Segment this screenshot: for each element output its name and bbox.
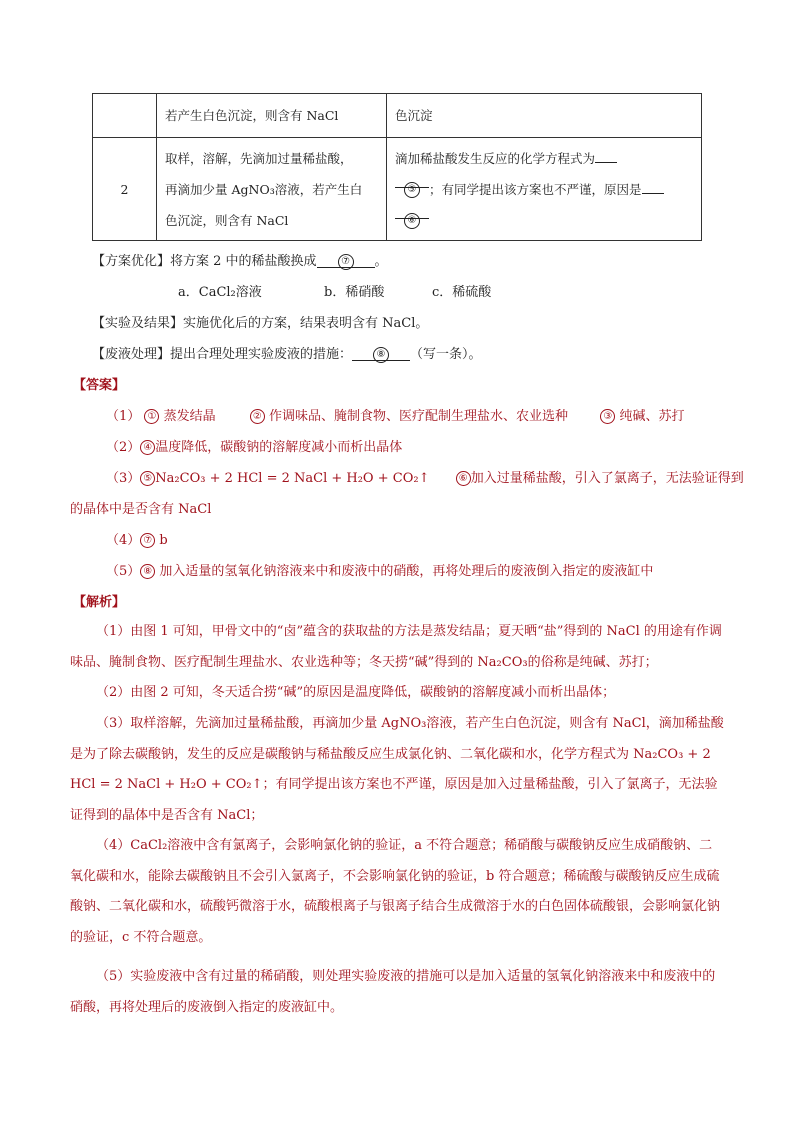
answer-4 [106, 529, 168, 548]
circled-number-7: ⑦ [140, 533, 155, 548]
answer-blank-7 [317, 254, 375, 268]
waste-line [92, 343, 482, 362]
optimize-end: 。 [374, 254, 388, 269]
answer-blank-5 [395, 174, 429, 195]
table-cell-method: 若产生白色沉淀，则含有 NaCl [157, 94, 387, 138]
option-list [178, 281, 491, 300]
circled-number-4: ④ [140, 440, 155, 455]
answer-blank [642, 180, 664, 194]
circled-number-5: ⑤ [404, 182, 420, 198]
experiment-table [92, 93, 702, 241]
answer-blank-8 [352, 347, 410, 361]
method-line: 再滴加少量 AgNO₃溶液，若产生白 [165, 181, 363, 197]
waste-label: 【废液处理】提出合理处理实验废液的措施： [92, 347, 353, 362]
option-c: c．稀硫酸 [432, 285, 492, 300]
method-line: 取样，溶解，先滴加过量稀盐酸， [165, 150, 353, 166]
answer-5 [106, 560, 653, 579]
chemical-equation: Na₂CO₃ + 2 HCl = 2 NaCl + H₂O + CO₂↑ [155, 471, 430, 486]
answer-text: 作调味品、腌制食物、医疗配制生理盐水、农业选种 [269, 409, 569, 424]
answer-text: b [159, 533, 168, 548]
optimize-label: 【方案优化】将方案 2 中的稀盐酸换成 [92, 254, 317, 269]
evaluation-line-1 [395, 143, 693, 174]
circled-number-8: ⑧ [373, 347, 389, 363]
result-line: 【实验及结果】实施优化后的方案，结果表明含有 NaCl。 [92, 316, 429, 331]
analysis-paragraph-5: （5）实验废液中含有过量的稀硝酸，则处理实验废液的措施可以是加入适量的氢氧化钠溶液来中和废液中的硝酸，再将处理后的废液倒入指定的废液缸中。 [70, 969, 716, 1015]
evaluation-text: ；有同学提出该方案也不严谨，原因是 [429, 181, 642, 197]
waste-end: （写一条）。 [410, 347, 482, 362]
table-cell-evaluation [387, 138, 702, 241]
table-cell-method [157, 138, 387, 241]
answer-number: （1） [106, 409, 141, 424]
analysis-paragraph-4: （4）CaCl₂溶液中含有氯离子，会影响氯化钠的验证，a 不符合题意；稀硝酸与碳酸钠反应生成硝酸钠、二氧化碳和水，能除去碳酸钠且不会引入氯离子，不会影响氯化钠的验证，b 符合题意；稀硫酸与碳酸钠反应生成硫酸钠、二氧化碳和水，硫酸钙微溶于水，硫酸根离子与银离子结合生成微溶于水的白色固体硫酸银，会影响氯化钠的验证，c 不符合题意。 [70, 838, 721, 945]
circled-number-6: ⑥ [456, 471, 471, 486]
answer-text: 蒸发结晶 [163, 409, 216, 424]
table-row [93, 138, 702, 241]
evaluation-text: 滴加稀盐酸发生反应的化学方程式为 [395, 150, 596, 166]
analysis-header: 【解析】 [73, 595, 126, 610]
answer-1 [106, 405, 684, 424]
answer-number: （3） [106, 471, 141, 486]
circled-number-3: ③ [600, 409, 615, 424]
answer-text: 温度降低，碳酸钠的溶解度减小而析出晶体 [155, 440, 403, 455]
answer-blank [595, 149, 617, 163]
circled-number-8: ⑧ [140, 564, 155, 579]
option-b: b．稀硝酸 [324, 285, 385, 300]
answer-3 [106, 467, 744, 486]
answer-3-continued: 的晶体中是否含有 NaCl [70, 502, 212, 517]
answer-2 [106, 436, 402, 455]
table-cell-number [93, 94, 157, 138]
evaluation-line-2 [395, 174, 693, 205]
answer-text: 加入适量的氢氧化钠溶液来中和废液中的硝酸，再将处理后的废液倒入指定的废液缸中 [159, 564, 654, 579]
table-row [93, 94, 702, 138]
analysis-paragraph-3: （3）取样溶解，先滴加过量稀盐酸，再滴加少量 AgNO₃溶液，若产生白色沉淀，则含有 NaCl，滴加稀盐酸是为了除去碳酸钠，发生的反应是碳酸钠与稀盐酸反应生成氯化钠、二氧化碳和水，化学方程式为 Na₂CO₃ + 2 HCl = 2 NaCl + H₂O + CO₂↑；有同学提出该方案也不严谨，原因是加入过量稀盐酸，引入了氯离子，无法验证得到的晶体中是否含有 NaCl； [70, 716, 724, 823]
table-cell-evaluation: 色沉淀 [387, 94, 702, 138]
answer-text: 加入过量稀盐酸，引入了氯离子，无法验证得到 [470, 471, 744, 486]
answer-blank-6 [395, 205, 429, 226]
answer-number: （4） [106, 533, 141, 548]
table-cell-number: 2 [93, 138, 157, 241]
answer-number: （2） [106, 440, 141, 455]
option-a: a．CaCl₂溶液 [178, 285, 262, 300]
optimize-line [92, 250, 388, 269]
answer-number: （5） [106, 564, 141, 579]
analysis-paragraph-2: （2）由图 2 可知，冬天适合捞“碱”的原因是温度降低，碳酸钠的溶解度减小而析出晶体； [96, 685, 616, 700]
circled-number-5: ⑤ [140, 471, 155, 486]
method-line: 色沉淀，则含有 NaCl [165, 212, 289, 228]
circled-number-1: ① [144, 409, 159, 424]
circled-number-6: ⑥ [404, 213, 420, 229]
analysis-paragraph-1: （1）由图 1 可知，甲骨文中的“卤”蕴含的获取盐的方法是蒸发结晶；夏天晒“盐”得到的 NaCl 的用途有作调味品、腌制食物、医疗配制生理盐水、农业选种等；冬天捞“碱”得到的 Na₂CO₃的俗称是纯碱、苏打； [70, 624, 722, 670]
answer-text: 纯碱、苏打 [619, 409, 685, 424]
evaluation-line-3 [395, 205, 693, 236]
circled-number-7: ⑦ [338, 254, 354, 270]
circled-number-2: ② [250, 409, 265, 424]
answer-header: 【答案】 [73, 378, 126, 393]
